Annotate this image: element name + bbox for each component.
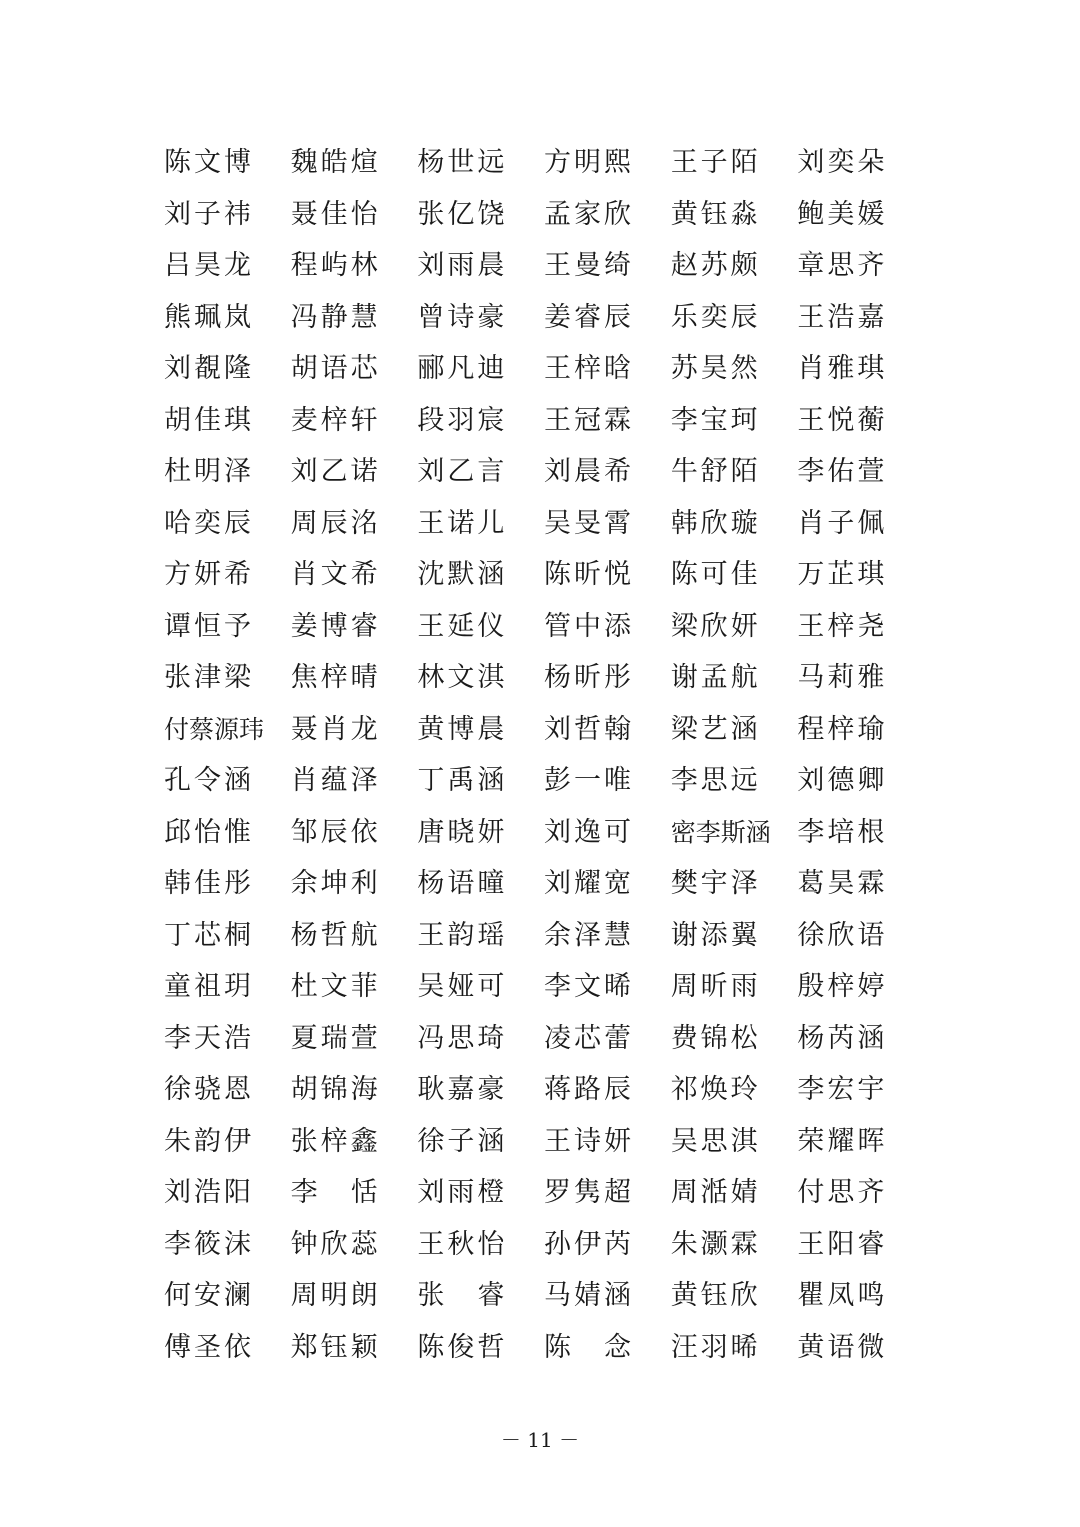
name-cell: 付蔡源玮 <box>164 714 265 744</box>
name-row <box>164 498 924 550</box>
name-cell: 荣耀晖 <box>797 1125 888 1157</box>
name-cell: 徐子涵 <box>417 1125 508 1157</box>
name-row <box>164 240 924 292</box>
name-cell: 余坤利 <box>290 868 381 900</box>
name-cell: 汪羽晞 <box>670 1331 761 1363</box>
name-row <box>164 1013 924 1065</box>
name-cell: 马莉雅 <box>797 662 888 694</box>
name-cell: 陈昕悦 <box>544 559 635 591</box>
name-cell: 刘覩隆 <box>164 353 254 385</box>
name-cell: 陈俊哲 <box>417 1331 508 1363</box>
name-cell: 余泽慧 <box>544 919 635 951</box>
name-cell: 王浩嘉 <box>797 301 888 333</box>
name-cell: 朱灏霖 <box>670 1228 761 1260</box>
name-row <box>164 446 924 498</box>
name-cell: 黄博晨 <box>417 713 508 745</box>
name-row <box>164 1322 924 1374</box>
name-cell: 肖文希 <box>290 559 381 591</box>
name-cell: 周明朗 <box>290 1280 381 1312</box>
name-cell: 乐奕辰 <box>670 301 761 333</box>
name-cell: 牛舒陌 <box>670 456 761 488</box>
name-cell: 吕昊龙 <box>164 250 254 282</box>
name-cell: 徐欣语 <box>797 919 888 951</box>
name-cell: 李培根 <box>797 816 888 848</box>
name-cell: 段羽宸 <box>417 404 508 436</box>
name-cell: 管中添 <box>544 610 635 642</box>
name-cell: 马婧涵 <box>544 1280 635 1312</box>
name-row <box>164 1270 924 1322</box>
name-cell: 傅圣依 <box>164 1331 254 1363</box>
name-cell: 孔令涵 <box>164 765 254 797</box>
name-row <box>164 755 924 807</box>
name-cell: 孟家欣 <box>544 198 635 230</box>
name-cell: 孙伊芮 <box>544 1228 635 1260</box>
name-cell: 张亿饶 <box>417 198 508 230</box>
name-cell: 熊珮岚 <box>164 301 254 333</box>
name-row <box>164 137 924 189</box>
name-cell: 刘乙言 <box>417 456 508 488</box>
name-cell: 刘逸可 <box>544 816 635 848</box>
name-cell: 周辰洺 <box>290 507 381 539</box>
name-cell: 刘浩阳 <box>164 1177 254 1209</box>
name-cell: 杜明泽 <box>164 456 254 488</box>
name-cell: 夏瑞萱 <box>290 1022 381 1054</box>
name-row <box>164 858 924 910</box>
name-cell: 杜文菲 <box>290 971 381 1003</box>
name-row <box>164 343 924 395</box>
name-row <box>164 807 924 859</box>
name-cell: 梁艺涵 <box>670 713 761 745</box>
name-cell: 李宏宇 <box>797 1074 888 1106</box>
name-cell: 姜睿辰 <box>544 301 635 333</box>
name-cell: 程梓瑜 <box>797 713 888 745</box>
name-cell: 张津梁 <box>164 662 254 694</box>
name-cell: 凌芯蕾 <box>544 1022 635 1054</box>
name-cell: 谢孟航 <box>670 662 761 694</box>
name-cell: 魏皓煊 <box>290 147 381 179</box>
name-cell: 何安澜 <box>164 1280 254 1312</box>
name-cell: 梁欣妍 <box>670 610 761 642</box>
name-cell: 苏昊然 <box>670 353 761 385</box>
name-cell: 王诺儿 <box>417 507 508 539</box>
name-row <box>164 652 924 704</box>
name-cell: 周湉婧 <box>670 1177 761 1209</box>
name-row <box>164 910 924 962</box>
name-cell: 刘德卿 <box>797 765 888 797</box>
name-cell: 邹辰依 <box>290 816 381 848</box>
name-row <box>164 1064 924 1116</box>
name-cell: 王韵瑶 <box>417 919 508 951</box>
name-cell: 王冠霖 <box>544 404 635 436</box>
name-row <box>164 1116 924 1168</box>
name-cell: 罗隽超 <box>544 1177 635 1209</box>
name-cell: 刘耀宽 <box>544 868 635 900</box>
name-cell: 杨昕彤 <box>544 662 635 694</box>
name-cell: 耿嘉豪 <box>417 1074 508 1106</box>
name-cell: 黄语微 <box>797 1331 888 1363</box>
name-row <box>164 292 924 344</box>
name-cell: 谢添翼 <box>670 919 761 951</box>
name-cell: 胡佳琪 <box>164 404 254 436</box>
name-cell: 林文淇 <box>417 662 508 694</box>
name-cell: 张梓鑫 <box>290 1125 381 1157</box>
name-cell: 陈 念 <box>544 1331 635 1363</box>
name-cell: 黄钰淼 <box>670 198 761 230</box>
name-cell: 沈默涵 <box>417 559 508 591</box>
name-cell: 吴娅可 <box>417 971 508 1003</box>
name-cell: 朱韵伊 <box>164 1125 254 1157</box>
name-cell: 王秋怡 <box>417 1228 508 1260</box>
name-cell: 陈可佳 <box>670 559 761 591</box>
name-cell: 王延仪 <box>417 610 508 642</box>
name-cell: 樊宇泽 <box>670 868 761 900</box>
name-cell: 鲍美媛 <box>797 198 888 230</box>
name-cell: 程屿林 <box>290 250 381 282</box>
name-cell: 丁禹涵 <box>417 765 508 797</box>
name-cell: 胡语芯 <box>290 353 381 385</box>
name-cell: 聂佳怡 <box>290 198 381 230</box>
name-cell: 刘晨希 <box>544 456 635 488</box>
name-row <box>164 961 924 1013</box>
name-cell: 李天浩 <box>164 1022 254 1054</box>
name-row <box>164 395 924 447</box>
name-cell: 肖雅琪 <box>797 353 888 385</box>
name-cell: 祁焕玲 <box>670 1074 761 1106</box>
name-cell: 钟欣蕊 <box>290 1228 381 1260</box>
name-cell: 聂肖龙 <box>290 713 381 745</box>
name-cell: 彭一唯 <box>544 765 635 797</box>
name-cell: 谭恒予 <box>164 610 254 642</box>
name-cell: 赵苏颇 <box>670 250 761 282</box>
name-cell: 费锦松 <box>670 1022 761 1054</box>
name-cell: 李思远 <box>670 765 761 797</box>
name-row <box>164 549 924 601</box>
name-row <box>164 189 924 241</box>
name-cell: 童祖玥 <box>164 971 254 1003</box>
name-cell: 徐骁恩 <box>164 1074 254 1106</box>
name-cell: 丁芯桐 <box>164 919 254 951</box>
name-cell: 刘奕朵 <box>797 147 888 179</box>
name-cell: 杨世远 <box>417 147 508 179</box>
name-cell: 焦梓晴 <box>290 662 381 694</box>
name-cell: 密李斯涵 <box>670 817 771 847</box>
name-cell: 郑钰颖 <box>290 1331 381 1363</box>
name-cell: 刘子祎 <box>164 198 254 230</box>
name-cell: 瞿凤鸣 <box>797 1280 888 1312</box>
name-cell: 杨语曈 <box>417 868 508 900</box>
name-cell: 韩佳彤 <box>164 868 254 900</box>
name-cell: 肖蕴泽 <box>290 765 381 797</box>
name-cell: 刘乙诺 <box>290 456 381 488</box>
name-cell: 黄钰欣 <box>670 1280 761 1312</box>
name-cell: 唐晓妍 <box>417 816 508 848</box>
name-cell: 姜博睿 <box>290 610 381 642</box>
name-cell: 蒋路辰 <box>544 1074 635 1106</box>
name-cell: 吴旻霄 <box>544 507 635 539</box>
name-list <box>164 137 924 1373</box>
name-cell: 王梓尧 <box>797 610 888 642</box>
name-row <box>164 1219 924 1271</box>
name-row <box>164 704 924 756</box>
name-cell: 王悦蘅 <box>797 404 888 436</box>
name-cell: 韩欣璇 <box>670 507 761 539</box>
name-cell: 刘雨晨 <box>417 250 508 282</box>
name-cell: 周昕雨 <box>670 971 761 1003</box>
name-cell: 邱怡惟 <box>164 816 254 848</box>
name-row <box>164 601 924 653</box>
name-cell: 杨哲航 <box>290 919 381 951</box>
name-cell: 李文晞 <box>544 971 635 1003</box>
name-cell: 李 恬 <box>290 1177 381 1209</box>
name-cell: 刘雨橙 <box>417 1177 508 1209</box>
name-cell: 麦梓轩 <box>290 404 381 436</box>
name-cell: 殷梓婷 <box>797 971 888 1003</box>
name-row <box>164 1167 924 1219</box>
name-cell: 哈奕辰 <box>164 507 254 539</box>
name-cell: 冯静慧 <box>290 301 381 333</box>
name-cell: 冯思琦 <box>417 1022 508 1054</box>
name-cell: 郦凡迪 <box>417 353 508 385</box>
page-number: － 11 － <box>500 1428 580 1452</box>
name-cell: 杨芮涵 <box>797 1022 888 1054</box>
name-cell: 胡锦海 <box>290 1074 381 1106</box>
name-cell: 王阳睿 <box>797 1228 888 1260</box>
name-cell: 方妍希 <box>164 559 254 591</box>
name-cell: 王曼绮 <box>544 250 635 282</box>
name-cell: 李佑萱 <box>797 456 888 488</box>
name-cell: 吴思淇 <box>670 1125 761 1157</box>
name-cell: 王诗妍 <box>544 1125 635 1157</box>
name-cell: 王梓晗 <box>544 353 635 385</box>
name-cell: 张 睿 <box>417 1280 508 1312</box>
name-cell: 方明熙 <box>544 147 635 179</box>
name-cell: 刘哲翰 <box>544 713 635 745</box>
name-cell: 葛昊霖 <box>797 868 888 900</box>
name-cell: 王子陌 <box>670 147 761 179</box>
name-cell: 曾诗豪 <box>417 301 508 333</box>
name-cell: 陈文博 <box>164 147 254 179</box>
name-cell: 章思齐 <box>797 250 888 282</box>
name-cell: 肖子佩 <box>797 507 888 539</box>
name-cell: 李宝珂 <box>670 404 761 436</box>
name-cell: 万芷琪 <box>797 559 888 591</box>
name-cell: 付思齐 <box>797 1177 888 1209</box>
name-cell: 李筱沫 <box>164 1228 254 1260</box>
